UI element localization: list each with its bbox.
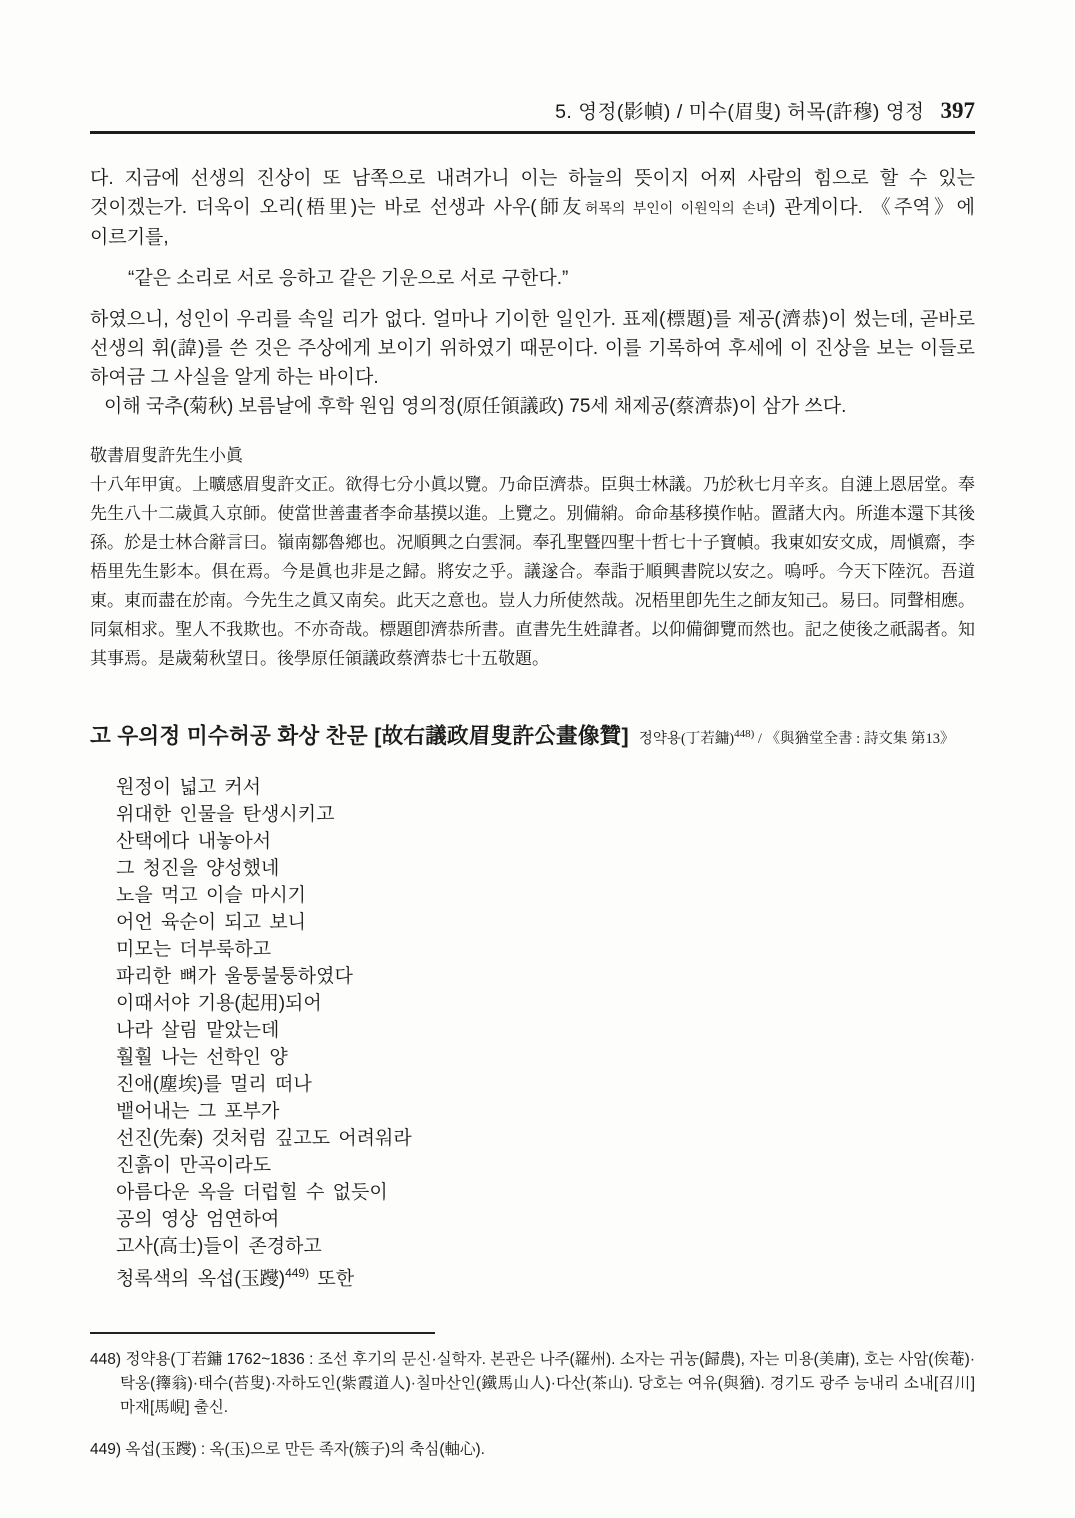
poem-footnote-ref: 449) [285,1266,310,1280]
header-rule [90,131,975,134]
block-quote: “같은 소리로 서로 응하고 같은 기운으로 서로 구한다.” [128,268,569,289]
page-number: 397 [940,98,975,123]
footnote-448-text: 정약용(丁若鏞 1762~1836 : 조선 후기의 문신·실학자. 본관은 나주(羅州). 소자는 귀농(歸農), 자는 미용(美庸), 호는 사암(俟菴)·탁옹(籜翁)·태수(苔叟)·자하도인(紫霞道人)·칠마산인(鐵馬山人)·다산(茶山). 당호는 여유(與猶). 경기도 광주 능내리 소내[召川] 마재[馬峴] 출신. [120,1351,975,1417]
running-header [90,96,975,124]
poem-line: 위대한 인물을 탄생시키고 [116,804,335,825]
attribution-line: 이해 국추(菊秋) 보름날에 후학 원임 영의정(原任領議政) 75세 채제공(蔡濟恭)이 삼가 쓰다. [104,396,847,417]
poem-line-last [116,1260,975,1292]
footnote-448 [90,1348,975,1420]
poem-line: 파리한 뼈가 울퉁불퉁하였다 [116,966,353,987]
poem-line: 뱉어내는 그 포부가 [116,1101,280,1122]
poem [90,774,975,1292]
section-title: 고 우의정 미수허공 화상 찬문 [故右議政眉叟許公畫像贊] [90,724,629,748]
poem-line: 원정이 넓고 커서 [116,777,262,798]
poem-line: 어언 육순이 되고 보니 [116,912,307,933]
paragraph-1-inline-note: 허목의 부인이 이원익의 손녀 [584,200,770,216]
section-source: 《與猶堂全書 : 詩文集 第13》 [765,731,955,747]
poem-line: 아름다운 옥을 더럽힐 수 없듯이 [116,1182,388,1203]
footnote-448-id: 448) [90,1351,122,1369]
poem-line: 훨훨 나는 선학인 양 [116,1047,288,1068]
section-heading [90,719,975,750]
poem-line: 진흙이 만곡이라도 [116,1155,272,1176]
paragraph-2: 하였으니, 성인이 우리를 속일 리가 없다. 얼마나 기이한 일인가. 표제(標題)를 제공(濟恭)이 썼는데, 곧바로 선생의 휘(諱)를 쓴 것은 주상에게 보이기 위하였기 때문이다. 이를 기록하여 후세에 이 진상을 보는 이들로 하여금 그 사실을 알게 하는 바이다. [90,309,975,388]
section-author-footnote-ref: 448) [734,728,755,741]
poem-line: 선진(先秦) 것처럼 깊고도 어려워라 [116,1128,412,1149]
hanja-body: 十八年甲寅。上曠感眉叟許文正。欲得七分小眞以覽。乃命臣濟恭。臣與士林議。乃於秋七月辛亥。自漣上恩居堂。奉先生八十二歲眞入京師。使當世善畫者李命基摸以進。上覽之。別備綃。命命基移摸作帖。置諸大內。所進本還下其後孫。於是士林合辭言曰。嶺南鄒魯鄕也。况順興之白雲洞。奉孔聖曁四聖十哲七十子寶幀。我東如安文成，周愼齋，李梧里先生影本。俱在焉。今是眞也非是之歸。將安之乎。議遂合。奉詣于順興書院以安之。嗚呼。今天下陸沉。吾道東。東而盡在於南。今先生之眞又南矣。此天之意也。豈人力所使然哉。况梧里卽先生之師友知己。易曰。同聲相應。同氣相求。聖人不我欺也。不亦奇哉。標題卽濟恭所書。直書先生姓諱者。以仰備御覽而然也。記之使後之祇謁者。知其事焉。是歲菊秋望日。後學原任領議政蔡濟恭七十五敬題。 [90,475,975,668]
poem-line: 진애(塵埃)를 멀리 떠나 [116,1074,312,1095]
section-source-line [639,727,955,748]
poem-line: 산택에다 내놓아서 [116,831,272,852]
section-slash: / [757,731,762,747]
footnote-separator [90,1332,435,1334]
poem-line: 미모는 더부룩하고 [116,939,272,960]
poem-line: 나라 살림 맡았는데 [116,1020,280,1041]
footnote-449-text: 옥섭(玉躞) : 옥(玉)으로 만든 족자(簇子)의 축심(軸心). [125,1441,485,1459]
paragraph-1-text-end: ) 관계이다. 《주역》에 이르기를, [90,197,975,248]
section-author: 정약용(丁若鏞) [638,731,735,747]
paragraph-1-text: 다. 지금에 선생의 진상이 또 남쪽으로 내려가니 이는 하늘의 뜻이지 어찌 사람의 힘으로 할 수 있는 것이겠는가. 더욱이 오리(梧里)는 바로 선생과 사우(師友 [90,168,975,218]
poem-line: 이때서야 기용(起用)되어 [116,993,322,1014]
poem-line: 고사(高士)들이 존경하고 [116,1236,322,1257]
hanja-block [90,441,975,673]
poem-line: 노을 먹고 이슬 마시기 [116,885,307,906]
poem-line: 공의 영상 엄연하여 [116,1209,280,1230]
chapter-title: 5. 영정(影幀) / 미수(眉叟) 허목(許穆) 영정 [555,101,925,123]
poem-line: 그 청진을 양성했네 [116,858,280,879]
poem-last-text-end: 또한 [309,1268,355,1290]
hanja-title: 敬書眉叟許先生小眞 [90,446,243,465]
footnote-449-id: 449) [90,1441,122,1459]
paragraph-1 [90,164,975,252]
poem-last-text: 청록색의 옥섭(玉躞) [116,1268,286,1290]
footnote-449 [90,1438,975,1462]
